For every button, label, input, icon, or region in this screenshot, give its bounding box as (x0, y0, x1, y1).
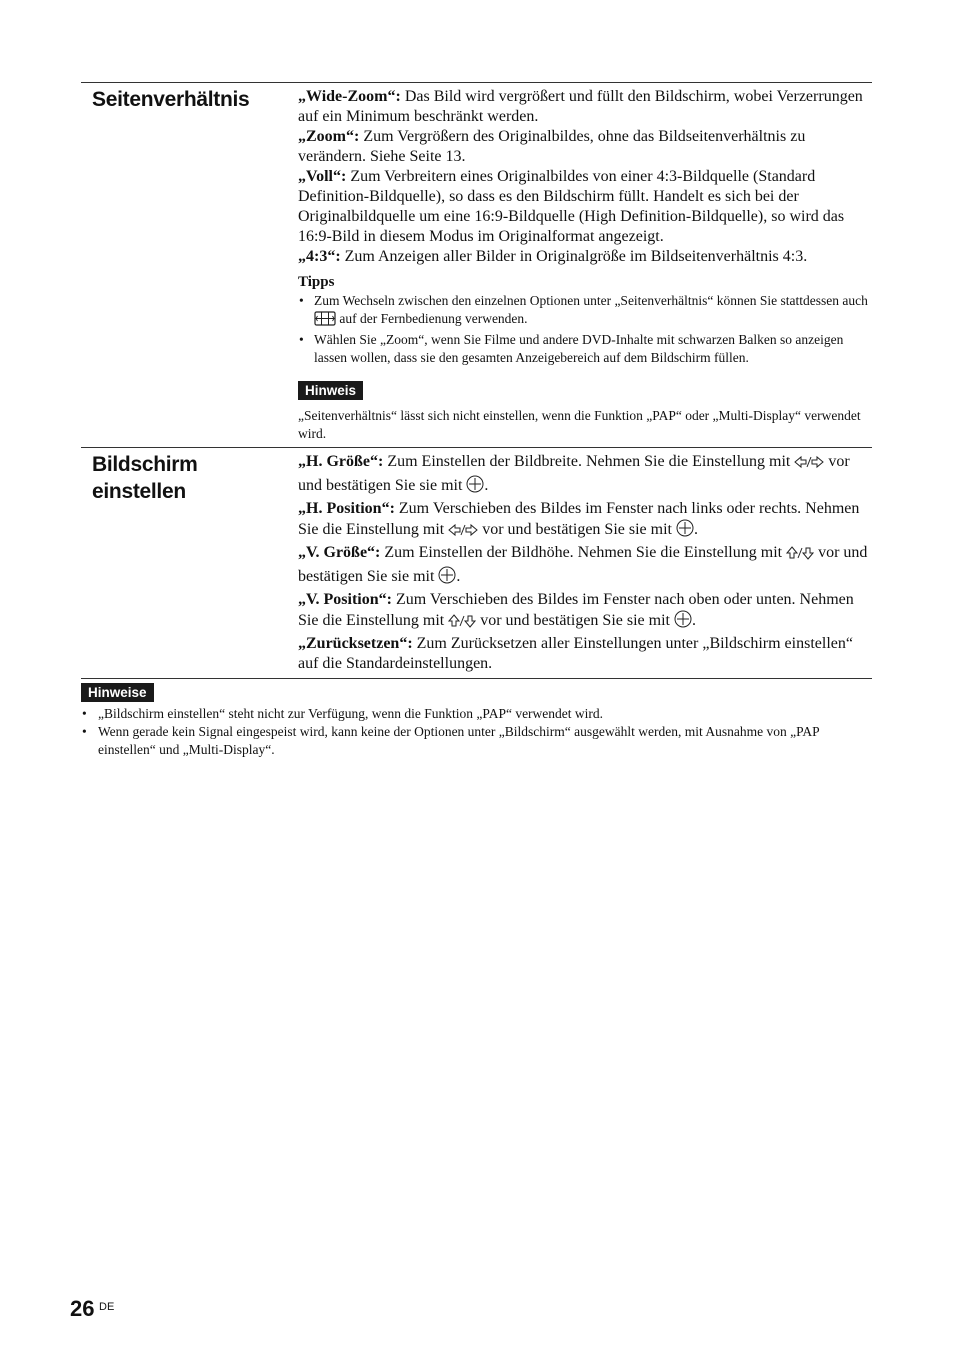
hinweis-item: • Wenn gerade kein Signal eingespeist wird, kann keine der Optionen unter „Bildschirm“ ausgewählt werden, mit Ausnahme von „PAP einstellen“ und „Multi-Display“. (81, 723, 872, 759)
hinweise-block (81, 683, 872, 759)
item-v-position: „V. Position“: Zum Verschieben des Bildes im Fenster nach oben oder unten. Nehmen Sie die Einstellung mit vor und bestätigen Sie sie mit . (298, 590, 872, 634)
enter-button-icon (674, 610, 692, 634)
body-bildschirm-einstellen (298, 448, 872, 678)
left-right-arrows-icon (794, 455, 824, 475)
enter-button-icon (676, 519, 694, 543)
note-badge: Hinweis (298, 381, 363, 400)
term-seitenverhaeltnis: Seitenverhältnis (92, 88, 250, 111)
page-language: DE (99, 1301, 115, 1313)
item-4-3: „4:3“: Zum Anzeigen aller Bilder in Originalgröße im Bildseitenverhältnis 4:3. (298, 248, 808, 265)
term-bildschirm-einstellen: Bildschirm einstellen (92, 453, 198, 503)
tip-item: • Zum Wechseln zwischen den einzelnen Optionen unter „Seitenverhältnis“ können Sie stattdessen auch auf der Fernbedienung verwenden. (298, 292, 872, 331)
tip-item: • Wählen Sie „Zoom“, wenn Sie Filme und andere DVD-Inhalte mit schwarzen Balken so anzeigen lassen wollen, dass sie den gesamten Anzeigebereich auf dem Bildschirm füllen. (298, 331, 872, 367)
item-zuruecksetzen: „Zurücksetzen“: Zum Zurücksetzen aller Einstellungen unter „Bildschirm einstellen“ auf die Standardeinstellungen. (298, 635, 853, 672)
left-right-arrows-icon (448, 523, 478, 543)
note-block (298, 381, 872, 443)
item-h-groesse: „H. Größe“: Zum Einstellen der Bildbreite. Nehmen Sie die Einstellung mit vor und bestätigen Sie sie mit . (298, 452, 872, 499)
item-v-groesse: „V. Größe“: Zum Einstellen der Bildhöhe. Nehmen Sie die Einstellung mit vor und bestätigen Sie sie mit . (298, 543, 872, 590)
hinweis-item: • „Bildschirm einstellen“ steht nicht zur Verfügung, wenn die Funktion „PAP“ verwendet wird. (81, 705, 872, 723)
page-number: 26 (70, 1296, 95, 1321)
tips-list (298, 292, 872, 367)
hinweise-list (81, 705, 872, 759)
note-text: „Seitenverhältnis“ lässt sich nicht einstellen, wenn die Funktion „PAP“ oder „Multi-Display“ verwendet wird. (298, 408, 861, 441)
tips-heading: Tipps (298, 274, 335, 290)
up-down-arrows-icon (786, 546, 814, 566)
row-seitenverhaeltnis (81, 83, 872, 448)
item-wide-zoom: „Wide-Zoom“: Das Bild wird vergrößert und füllt den Bildschirm, wobei Verzerrungen auf ein Minimum beschränkt werden. (298, 88, 863, 125)
body-seitenverhaeltnis (298, 83, 872, 447)
enter-button-icon (466, 475, 484, 499)
row-bildschirm-einstellen (81, 448, 872, 679)
item-voll: „Voll“: Zum Verbreitern eines Originalbildes von einer 4:3-Bildquelle (Standard Definition-Bildquelle), so dass es den Bildschirm füllt. Handelt es sich bei der Originalbildquelle um eine 16:9-Bildquelle (High Definition-Bildquelle), so wird das 16:9-Bild in diesem Modus im Originalformat angezeigt. (298, 168, 845, 245)
item-zoom: „Zoom“: Zum Vergrößern des Originalbildes, ohne das Bildseitenverhältnis zu verändern. Siehe Seite 13. (298, 128, 806, 165)
enter-button-icon (438, 566, 456, 590)
item-h-position: „H. Position“: Zum Verschieben des Bildes im Fenster nach links oder rechts. Nehmen Sie die Einstellung mit vor und bestätigen Sie sie mit . (298, 499, 872, 543)
hinweise-badge: Hinweise (81, 683, 154, 702)
wide-mode-icon (314, 311, 336, 331)
up-down-arrows-icon (448, 614, 476, 634)
settings-table (81, 82, 872, 679)
